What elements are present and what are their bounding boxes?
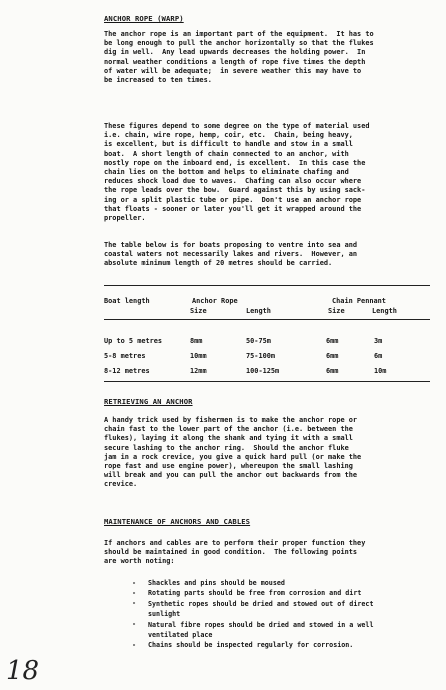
list-item: Chains should be inspected regularly for corrosion. [148, 641, 354, 649]
paragraph-anchor-rope-intro: The anchor rope is an important part of the equipment. It has to be long enough to pull the anchor horizontally so that the flukes dig in well. Any lead upwards decreases the holding power. In normal weather conditions a length of rope five times the depth of water will be adequate; in severe weather this may have to be increased to ten times. [104, 30, 374, 85]
list-item: Synthetic ropes should be dried and stowed out of direct sunlight [148, 600, 374, 618]
table-cell-rope-length: 50-75m [246, 337, 271, 345]
list-bullet: - [132, 589, 137, 597]
heading-maintenance: MAINTENANCE OF ANCHORS AND CABLES [104, 517, 251, 526]
list-item: Natural fibre ropes should be dried and stowed in a well ventilated place [148, 621, 374, 639]
table-header-rule [104, 319, 430, 320]
table-cell-rope-length: 100-125m [246, 367, 280, 375]
table-cell-rope-size: 12mm [190, 367, 207, 375]
list-item: Rotating parts should be free from corrosion and dirt [148, 589, 362, 597]
table-subheader-chain-length: Length [372, 307, 397, 315]
table-cell-chain-size: 6mm [326, 367, 339, 375]
table-header-boat-length: Boat length [104, 297, 150, 305]
table-cell-chain-size: 6mm [326, 352, 339, 360]
table-cell-rope-size: 10mm [190, 352, 207, 360]
list-bullet: - [132, 641, 137, 649]
table-subheader-chain-size: Size [328, 307, 345, 315]
table-cell-rope-length: 75-100m [246, 352, 276, 360]
table-cell-boat: Up to 5 metres [104, 337, 163, 345]
list-bullet: - [132, 599, 137, 607]
paragraph-table-intro: The table below is for boats proposing to ventre into sea and coastal waters not necessarily lakes and rivers. However, an absolute minimum length of 20 metres should be carried. [104, 241, 358, 268]
table-cell-chain-length: 10m [374, 367, 387, 375]
list-item: Shackles and pins should be moused [148, 579, 285, 587]
table-top-rule [104, 285, 430, 286]
table-cell-rope-size: 8mm [190, 337, 203, 345]
table-cell-chain-size: 6mm [326, 337, 339, 345]
list-bullet: - [132, 579, 137, 587]
table-cell-chain-length: 6m [374, 352, 383, 360]
table-header-chain-pennant: Chain Pennant [332, 297, 386, 305]
paragraph-retrieving: A handy trick used by fishermen is to make the anchor rope or chain fast to the lower part of the anchor (i.e. between the flukes), laying it along the shank and tying it with a small secure lashing to the anchor ring. Should the anchor fluke jam in a rock crevice, you give a quick hard pull (or make the rope fast and use engine power), whereupon the small lashing will break and you can pull the anchor out backwards from the crevice. [104, 416, 362, 489]
table-subheader-rope-size: Size [190, 307, 207, 315]
paragraph-maintenance-intro: If anchors and cables are to perform their proper function they should be maintained in good condition. The following points are worth noting: [104, 539, 366, 566]
table-cell-boat: 5-8 metres [104, 352, 146, 360]
heading-anchor-rope: ANCHOR ROPE (WARP) [104, 14, 184, 23]
table-subheader-rope-length: Length [246, 307, 271, 315]
table-cell-chain-length: 3m [374, 337, 383, 345]
table-header-anchor-rope: Anchor Rope [192, 297, 238, 305]
heading-retrieving: RETRIEVING AN ANCHOR [104, 397, 193, 406]
page-number: 18 [6, 656, 40, 686]
paragraph-material: These figures depend to some degree on the type of material used i.e. chain, wire rope, hemp, coir, etc. Chain, being heavy, is excellent, but is difficult to handle and stow in a small boat. A short length of chain connected to an anchor, with mostly rope on the inboard end, is excellent. In this case the chain lies on the bottom and helps to eliminate chafing and reduces shock load due to waves. Chafing can also occur where the rope leads over the bow. Guard against this by using sack- ing or a split plastic tube or pipe. Don't use an anchor rope that floats - sooner or later you'll get it wrapped around the propeller. [104, 122, 370, 223]
list-bullet: - [132, 620, 137, 628]
table-bottom-rule [104, 381, 430, 382]
table-cell-boat: 8-12 metres [104, 367, 150, 375]
